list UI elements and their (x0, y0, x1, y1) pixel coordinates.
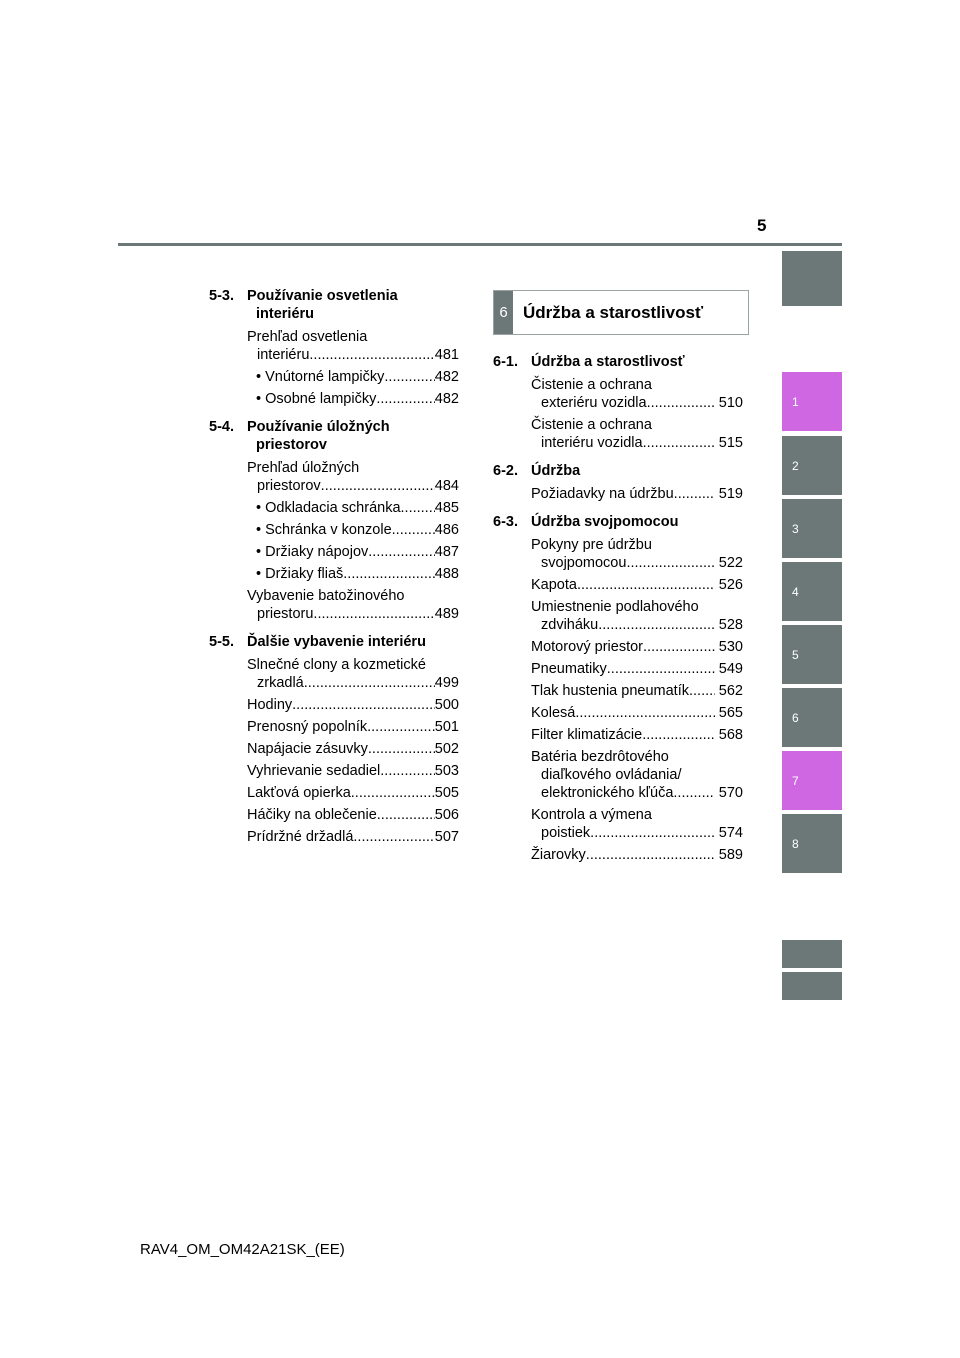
toc-entry[interactable] (531, 485, 743, 503)
toc-entry[interactable] (247, 543, 459, 561)
leader-dots (626, 554, 714, 572)
leader-dots (367, 718, 435, 736)
entry-page: 549 (718, 661, 743, 677)
entry-title-cont: elektronického kľúča (541, 785, 674, 801)
entry-title: Kolesá (531, 705, 576, 721)
leader-dots (673, 784, 714, 802)
entry-title: • Odkladacia schránka (256, 500, 401, 516)
leader-dots (368, 543, 435, 561)
leader-dots (577, 576, 715, 594)
entry-title: • Držiaky fliaš (256, 566, 344, 582)
entry-title: • Vnútorné lampičky (256, 369, 385, 385)
entry-title: Háčiky na oblečenie (247, 807, 377, 823)
entry-title-cont: interiéru vozidla (541, 435, 643, 451)
entry-page: 562 (718, 683, 743, 699)
leader-dots (343, 565, 435, 583)
entry-title: Filter klimatizácie (531, 727, 643, 743)
leader-dots (377, 806, 435, 824)
entry-title: Prehľad úložných (247, 460, 360, 476)
entry-page: 486 (434, 522, 459, 538)
toc-entry[interactable] (247, 718, 459, 736)
toc-entry[interactable] (247, 656, 459, 692)
chapter-title: Údržba a starostlivosť (523, 302, 704, 322)
entry-title: Batéria bezdrôtového (531, 749, 669, 765)
leader-dots (368, 740, 435, 758)
toc-entry[interactable] (247, 459, 459, 495)
entry-title: Požiadavky na údržbu (531, 486, 674, 502)
section-number: 5-5. (209, 634, 234, 650)
entry-title: Prenosný popolník (247, 719, 368, 735)
chapter-tab-label: 7 (792, 773, 799, 788)
entry-title: Napájacie zásuvky (247, 741, 368, 757)
toc-entry[interactable] (247, 587, 459, 623)
section-number: 6-1. (493, 354, 518, 370)
entry-title: Vybavenie batožinového (247, 588, 405, 604)
entry-page: 530 (718, 639, 743, 655)
leader-dots (575, 704, 714, 722)
leader-dots (321, 477, 435, 495)
page-number: 5 (757, 216, 767, 235)
entry-page: 506 (434, 807, 459, 823)
toc-entry[interactable] (531, 660, 743, 678)
entry-title: • Osobné lampičky (256, 391, 377, 407)
entry-page: 487 (434, 544, 459, 560)
chapter-tab-label: 3 (792, 521, 799, 536)
entry-page: 489 (434, 606, 459, 622)
chapter-tab-4[interactable] (782, 562, 842, 621)
entry-title: Lakťová opierka (247, 785, 351, 801)
chapter-tab-6[interactable] (782, 688, 842, 747)
toc-entry[interactable] (531, 726, 743, 744)
leader-dots (643, 434, 715, 452)
leader-dots (351, 784, 435, 802)
entry-title: Prídržné držadlá (247, 829, 354, 845)
chapter-tab-blank-index-1[interactable] (782, 940, 842, 968)
entry-title: • Schránka v konzole (256, 522, 392, 538)
section-heading (209, 418, 459, 454)
entry-title: Slnečné clony a kozmetické (247, 657, 426, 673)
toc-entry[interactable] (247, 499, 459, 517)
section-heading (493, 462, 743, 480)
entry-title: Čistenie a ochrana (531, 377, 652, 393)
entry-page: 507 (434, 829, 459, 845)
chapter-tab-2[interactable] (782, 436, 842, 495)
leader-dots (689, 682, 715, 700)
footer-document-code: RAV4_OM_OM42A21SK_(EE) (140, 1241, 345, 1258)
leader-dots (643, 638, 715, 656)
section-title: Údržba (531, 463, 581, 479)
entry-page: 589 (718, 847, 743, 863)
leader-dots (598, 616, 715, 634)
leader-dots (313, 605, 434, 623)
entry-title: Hodiny (247, 697, 293, 713)
toc-entry[interactable] (531, 576, 743, 594)
leader-dots (674, 485, 715, 503)
section-number: 6-2. (493, 463, 518, 479)
leader-dots (392, 521, 435, 539)
entry-page: 500 (434, 697, 459, 713)
section-heading (209, 633, 459, 651)
toc-entry[interactable] (531, 682, 743, 700)
entry-title: • Držiaky nápojov (256, 544, 369, 560)
entry-page: 510 (718, 395, 743, 411)
entry-page: 522 (718, 555, 743, 571)
entry-page: 570 (718, 785, 743, 801)
toc-entry[interactable] (531, 598, 743, 634)
entry-title-cont: svojpomocou (541, 555, 627, 571)
chapter-tab-blank-index-2[interactable] (782, 972, 842, 1000)
entry-title-cont: zdviháku (541, 617, 599, 633)
chapter-tab-label: 6 (792, 710, 799, 725)
toc-entry[interactable] (531, 638, 743, 656)
toc-entry[interactable] (531, 846, 743, 864)
leader-dots (292, 696, 435, 714)
entry-page: 501 (434, 719, 459, 735)
leader-dots (376, 390, 434, 408)
entry-title: Pneumatiky (531, 661, 607, 677)
entry-title-cont: interiéru (257, 347, 310, 363)
chapter-tab-7[interactable] (782, 751, 842, 810)
entry-title: Tlak hustenia pneumatík (531, 683, 689, 699)
entry-title: Kapota (531, 577, 577, 593)
entry-title-cont: zrkadlá (257, 675, 304, 691)
entry-title-cont: poistiek (541, 825, 591, 841)
chapter-tab-blank-top[interactable] (782, 251, 842, 306)
entry-title: Žiarovky (531, 847, 586, 863)
entry-page: 568 (718, 727, 743, 743)
entry-page: 488 (434, 566, 459, 582)
leader-dots (353, 828, 434, 846)
entry-title-cont: priestorov (257, 478, 321, 494)
toc-entry[interactable] (247, 762, 459, 780)
toc-entry[interactable] (247, 521, 459, 539)
entry-page: 502 (434, 741, 459, 757)
toc-entry[interactable] (247, 806, 459, 824)
section-heading (493, 513, 743, 531)
chapter-tab-label: 5 (792, 647, 799, 662)
toc-entry[interactable] (247, 828, 459, 846)
header-rule (118, 243, 842, 246)
section-title: Údržba svojpomocou (531, 514, 679, 530)
toc-entry[interactable] (247, 328, 459, 364)
toc-entry[interactable] (531, 704, 743, 722)
leader-dots (304, 674, 435, 692)
chapter-tab-label: 2 (792, 458, 799, 473)
entry-page: 505 (434, 785, 459, 801)
leader-dots (642, 726, 715, 744)
leader-dots (607, 660, 715, 678)
toc-entry[interactable] (247, 368, 459, 386)
chapter-tab-label: 8 (792, 836, 799, 851)
toc-entry[interactable] (531, 748, 743, 802)
toc-entry[interactable] (247, 565, 459, 583)
chapter-tab-5[interactable] (782, 625, 842, 684)
toc-entry[interactable] (531, 376, 743, 412)
section-title: Ďalšie vybavenie interiéru (247, 634, 426, 650)
entry-page: 519 (718, 486, 743, 502)
chapter-tab-label: 1 (792, 394, 799, 409)
section-number: 5-4. (209, 419, 234, 435)
entry-title: Pokyny pre údržbu (531, 537, 652, 553)
chapter-number: 6 (494, 291, 513, 334)
entry-title: Kontrola a výmena (531, 807, 652, 823)
toc-entry[interactable] (247, 696, 459, 714)
entry-page: 526 (718, 577, 743, 593)
section-title: Používanie úložných priestorov (247, 419, 390, 453)
entry-title: Umiestnenie podlahového (531, 599, 699, 615)
leader-dots (384, 368, 434, 386)
section-heading (209, 287, 459, 323)
chapter-tab-1[interactable] (782, 372, 842, 431)
leader-dots (590, 824, 715, 842)
leader-dots (586, 846, 715, 864)
toc-right-column (493, 353, 743, 868)
toc-left-column (209, 287, 459, 850)
entry-title: Motorový priestor (531, 639, 644, 655)
leader-dots (647, 394, 715, 412)
entry-page: 484 (434, 478, 459, 494)
entry-page: 503 (434, 763, 459, 779)
entry-title: Prehľad osvetlenia (247, 329, 368, 345)
leader-dots (380, 762, 435, 780)
leader-dots (401, 499, 435, 517)
entry-page: 481 (434, 347, 459, 363)
section-title: Používanie osvetlenia interiéru (247, 288, 398, 322)
chapter-heading-box (493, 290, 749, 335)
entry-title: Čistenie a ochrana (531, 417, 652, 433)
toc-entry[interactable] (247, 390, 459, 408)
toc-entry[interactable] (531, 536, 743, 572)
section-number: 5-3. (209, 288, 234, 304)
section-title: Údržba a starostlivosť (531, 354, 685, 370)
chapter-tab-8[interactable] (782, 814, 842, 873)
entry-page: 528 (718, 617, 743, 633)
entry-page: 515 (718, 435, 743, 451)
section-number: 6-3. (493, 514, 518, 530)
entry-title-cont: exteriéru vozidla (541, 395, 647, 411)
entry-page: 574 (718, 825, 743, 841)
toc-entry[interactable] (531, 416, 743, 452)
toc-entry[interactable] (247, 740, 459, 758)
entry-page: 485 (434, 500, 459, 516)
entry-page: 482 (434, 369, 459, 385)
entry-title-cont: diaľkového ovládania/ (541, 767, 682, 783)
toc-entry[interactable] (531, 806, 743, 842)
toc-entry[interactable] (247, 784, 459, 802)
section-heading (493, 353, 743, 371)
entry-title-cont: priestoru (257, 606, 314, 622)
chapter-tab-3[interactable] (782, 499, 842, 558)
entry-page: 482 (434, 391, 459, 407)
chapter-tab-label: 4 (792, 584, 799, 599)
entry-page: 499 (434, 675, 459, 691)
leader-dots (309, 346, 434, 364)
entry-page: 565 (718, 705, 743, 721)
entry-title: Vyhrievanie sedadiel (247, 763, 381, 779)
